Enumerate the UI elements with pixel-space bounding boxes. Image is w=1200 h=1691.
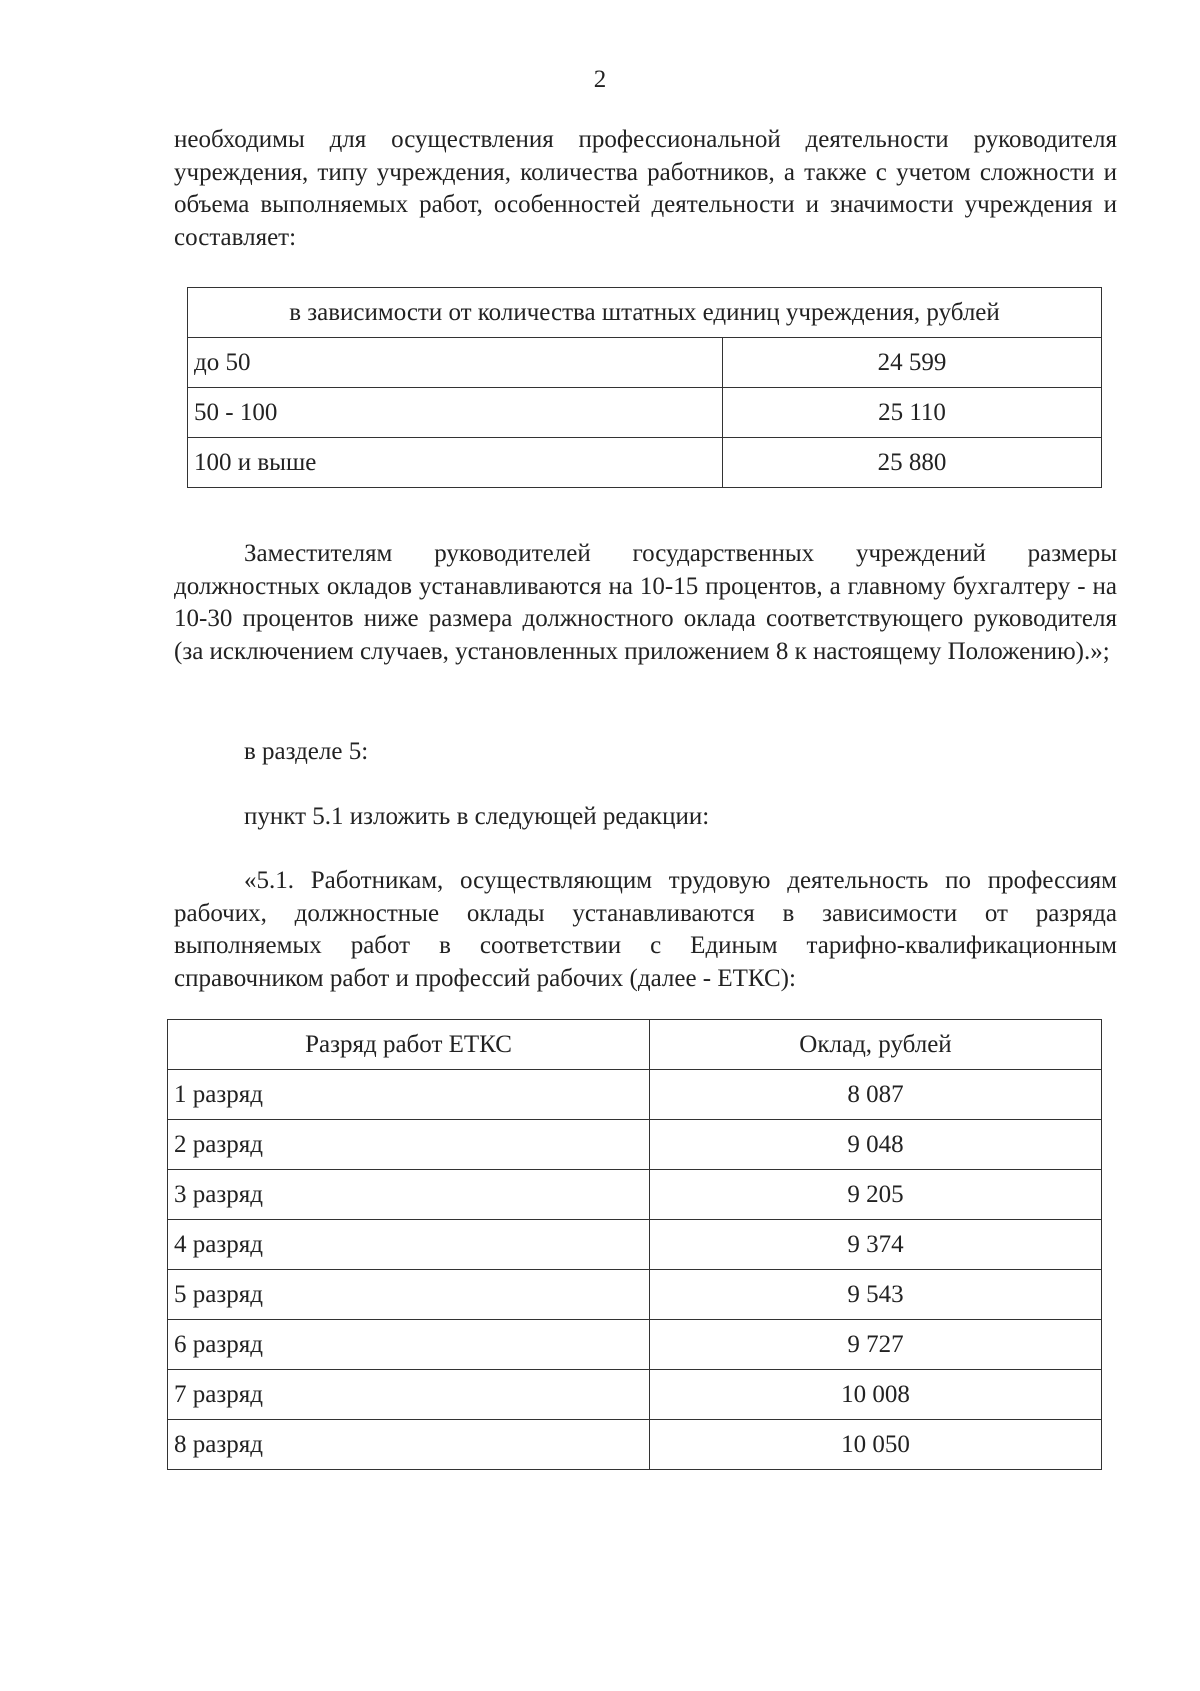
- salary-cell: 9 205: [650, 1170, 1102, 1220]
- grade-cell: 4 разряд: [168, 1220, 650, 1270]
- grade-cell: 7 разряд: [168, 1370, 650, 1420]
- salary-cell: 8 087: [650, 1070, 1102, 1120]
- salary-table: [187, 287, 1102, 488]
- salary-row-label: до 50: [188, 338, 723, 388]
- workers-paragraph: «5.1. Работникам, осуществляющим трудовую деятельность по профессиям рабочих, должностные оклады устанавливаются в зависимости от разряда выполняемых работ в соответствии с Единым тарифно-квалификационным справочником работ и профессий рабочих (далее - ЕТКС):: [174, 867, 1117, 992]
- table-row: [188, 388, 1102, 438]
- table-row: [168, 1370, 1102, 1420]
- grade-cell: 8 разряд: [168, 1420, 650, 1470]
- salary-row-value: 24 599: [723, 338, 1102, 388]
- grade-column-header: Разряд работ ЕТКС: [168, 1020, 650, 1070]
- table-row: [168, 1270, 1102, 1320]
- intro-paragraph: необходимы для осуществления профессиональной деятельности руководителя учреждения, типу учреждения, количества работников, а также с учетом сложности и объема выполняемых работ, особенностей деятельности и значимости учреждения и составляет:: [174, 126, 1117, 251]
- deputies-paragraph: Заместителям руководителей государственных учреждений размеры должностных окладов устанавливаются на 10-15 процентов, а главному бухгалтеру - на 10-30 процентов ниже размера должностного оклада соответствующего руководителя (за исключением случаев, установленных приложением 8 к настоящему Положению).»;: [174, 540, 1117, 665]
- grade-cell: 1 разряд: [168, 1070, 650, 1120]
- salary-row-label: 100 и выше: [188, 438, 723, 488]
- table-row: [168, 1220, 1102, 1270]
- table-row: [168, 1320, 1102, 1370]
- salary-cell: 10 008: [650, 1370, 1102, 1420]
- table-row: [168, 1070, 1102, 1120]
- salary-cell: 9 543: [650, 1270, 1102, 1320]
- grade-table-header-row: [168, 1020, 1102, 1070]
- table-row: [188, 438, 1102, 488]
- salary-cell: 9 048: [650, 1120, 1102, 1170]
- salary-row-value: 25 110: [723, 388, 1102, 438]
- salary-column-header: Оклад, рублей: [650, 1020, 1102, 1070]
- grade-cell: 6 разряд: [168, 1320, 650, 1370]
- salary-cell: 9 727: [650, 1320, 1102, 1370]
- salary-row-label: 50 - 100: [188, 388, 723, 438]
- page-number: 2: [593, 66, 607, 93]
- salary-cell: 9 374: [650, 1220, 1102, 1270]
- table-row: [168, 1170, 1102, 1220]
- table-row: [168, 1120, 1102, 1170]
- grade-cell: 3 разряд: [168, 1170, 650, 1220]
- grade-table: [167, 1019, 1102, 1470]
- salary-table-header: в зависимости от количества штатных единиц учреждения, рублей: [188, 288, 1102, 338]
- table-row: [188, 338, 1102, 388]
- salary-cell: 10 050: [650, 1420, 1102, 1470]
- grade-cell: 2 разряд: [168, 1120, 650, 1170]
- table-row: [168, 1420, 1102, 1470]
- section-line: в разделе 5:: [244, 738, 369, 765]
- salary-table-header-row: [188, 288, 1102, 338]
- salary-row-value: 25 880: [723, 438, 1102, 488]
- grade-cell: 5 разряд: [168, 1270, 650, 1320]
- point-line: пункт 5.1 изложить в следующей редакции:: [244, 803, 710, 830]
